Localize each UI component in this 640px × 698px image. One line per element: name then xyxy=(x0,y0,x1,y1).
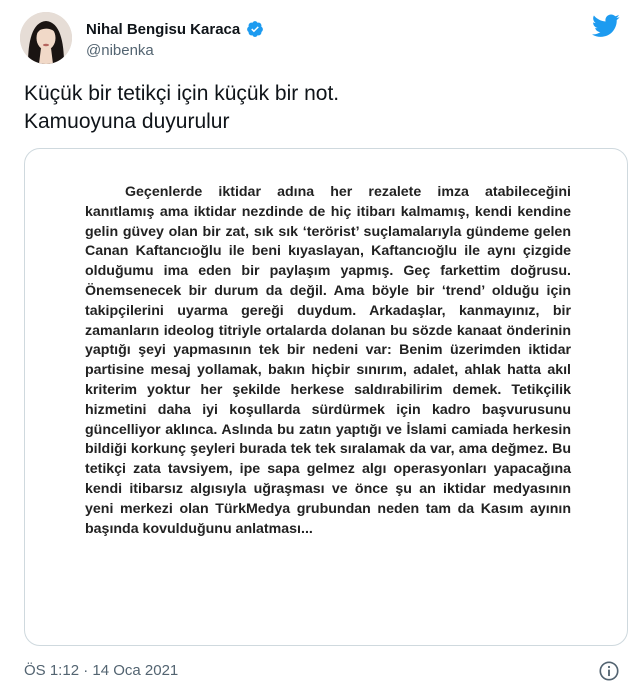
user-handle[interactable]: @nibenka xyxy=(86,42,154,59)
tweet-text-line: Kamuoyuna duyurulur xyxy=(24,110,230,133)
tweet-text-line: Küçük bir tetikçi için küçük bir not. xyxy=(24,82,340,105)
name-row xyxy=(86,20,264,38)
twitter-bird-icon[interactable] xyxy=(592,14,620,38)
verified-badge-icon xyxy=(246,20,264,38)
note-text: Geçenlerde iktidar adına her rezalete imza atabileceğini kanıtlamış ama iktidar nezdinde de hiç itibarı kalmamış, kendi kendine gelin güvey olan bir zat, sık sık ‘terörist’ suçlamalarıyla gündeme gelen Canan Kaftancıoğlu ile beni kıyaslayan, Kaftancıoğlu ile aynı çizgide olduğumu ima eden bir paylaşım yapmış. Geç farkettim doğrusu. Önemsenecek bir durum da değil. Ama böyle bir ‘trend’ olduğu için takipçilerini uyarma gereği duydum. Arkadaşlar, kanmayınız, bir zamanların ideolog titriyle ortalarda dolanan bu sözde kanaat önderinin yaptığı şeyi yapmasının tek bir nedeni var: Benim üzerimden iktidar partisine mesaj yollamak, bakın hiçbir sınırım, adalet, ahlak hatta akıl kriterim yoktur her şekilde herkese saldırabilirim demek. Tetikçilik hizmetini daha iyi koşullarda sürdürmek için kadro başvurusunu güncelliyor aklınca. Aslında bu zatın yaptığı ve İslami camiada herkesin bildiği korkunç şeyleri burada tek tek sıralamak da var, ama değmez. Bu tetikçi zata tavsiyem, ipe sapa gelmez algı operasyonları yapacağına kendi itibarsız algısıyla uğraşması ve önce şu an iktidar medyasının yeni merkezi olan TürkMedya grubundan neden tam da Kasım ayının başında kovulduğunu anlatması... xyxy=(85,184,571,537)
display-name[interactable]: Nihal Bengisu Karaca xyxy=(86,20,241,38)
tweet-footer xyxy=(24,660,624,684)
tweet-header xyxy=(20,10,620,66)
avatar[interactable] xyxy=(20,12,72,64)
info-icon[interactable] xyxy=(598,660,620,682)
tweet-text xyxy=(24,80,614,136)
tweet-timestamp[interactable]: ÖS 1:12 · 14 Oca 2021 xyxy=(24,662,179,679)
attached-image[interactable] xyxy=(24,148,628,646)
